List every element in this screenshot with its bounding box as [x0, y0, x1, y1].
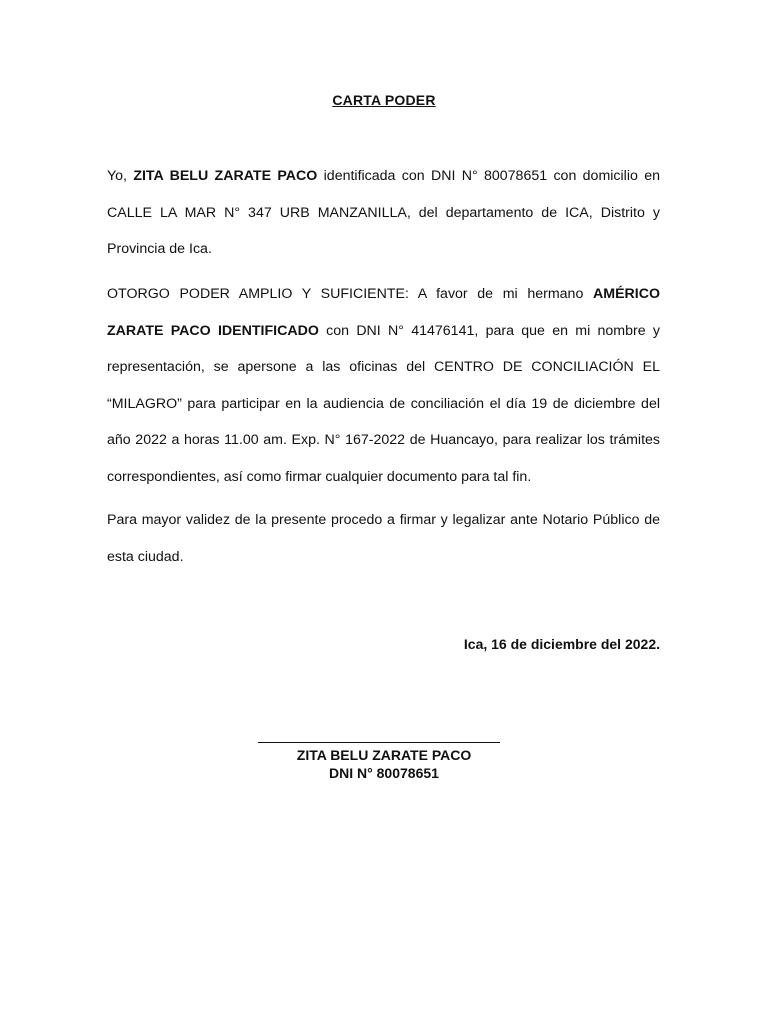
paragraph-power-intro: OTORGO PODER AMPLIO Y SUFICIENTE: A favor de mi hermano: [107, 286, 593, 302]
grantor-name: ZITA BELU ZARATE PACO: [133, 168, 318, 184]
paragraph-grantor: [107, 158, 660, 268]
signatory-dni: DNI N° 80078651: [329, 765, 439, 781]
document-title: CARTA PODER: [332, 92, 436, 108]
attorney-name: AMÉRICO ZARATE PACO IDENTIFICADO: [107, 286, 660, 339]
signature-line: [258, 742, 500, 743]
paragraph-grantor-details: identificada con DNI N° 80078651 con domicilio en CALLE LA MAR N° 347 URB MANZANILLA, del departamento de ICA, Distrito y Provincia de Ica.: [107, 168, 660, 257]
paragraph-power-granted: [107, 276, 660, 495]
signatory-name: ZITA BELU ZARATE PACO: [296, 747, 472, 763]
paragraph-grantor-intro: Yo,: [107, 168, 134, 184]
paragraph-power-details: con DNI N° 41476141, para que en mi nombre y representación, se apersone a las oficinas del CENTRO DE CONCILIACIÓN EL “MILAGRO” para participar en la audiencia de conciliación el día 19 de diciembre del año 2022 a horas 11.00 am. Exp. N° 167-2022 de Huancayo, para realizar los trámites correspondientes, así como firmar cualquier documento para tal fin.: [107, 322, 660, 485]
place-date: Ica, 16 de diciembre del 2022.: [463, 636, 660, 652]
paragraph-validity: Para mayor validez de la presente procedo a firmar y legalizar ante Notario Público de esta ciudad.: [107, 512, 660, 565]
